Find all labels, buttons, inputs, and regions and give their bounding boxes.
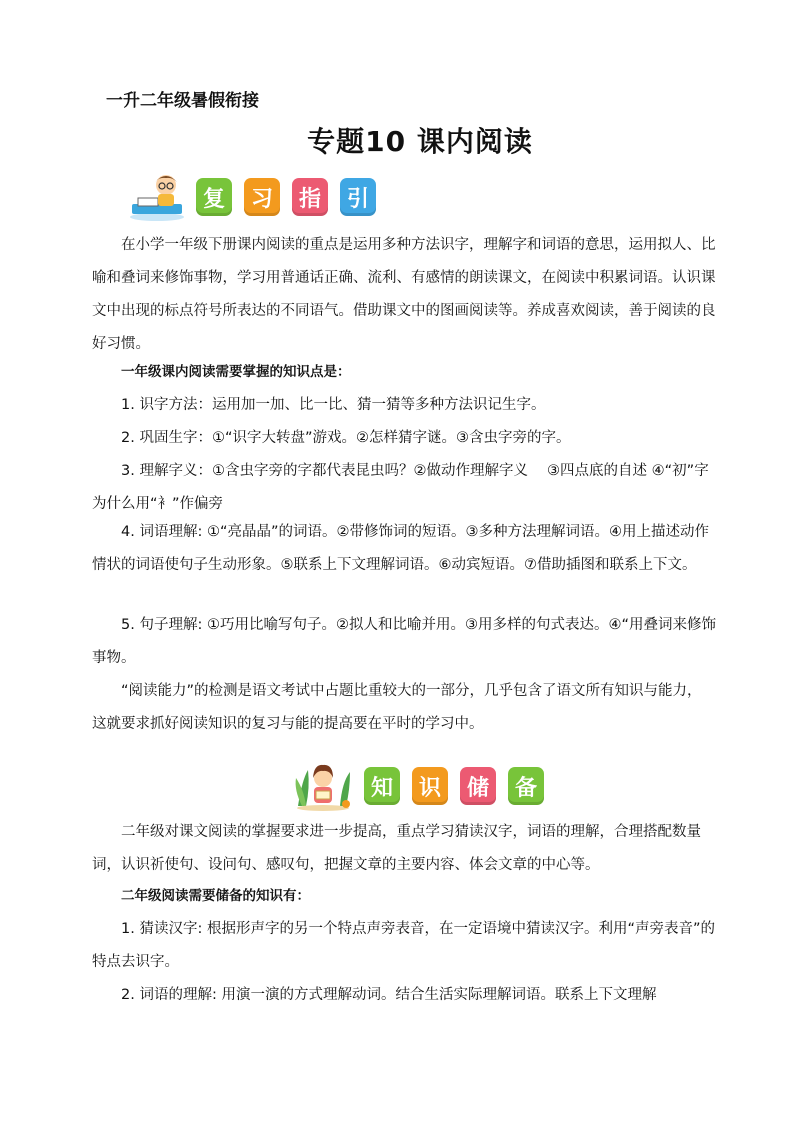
banner-char-3: 指 [292, 178, 328, 216]
item-label: 1. 识字方法： [121, 397, 212, 413]
item-text: 运用加一加、比一比、猜一猜等多种方法识记生字。 [211, 397, 546, 413]
item-label: 1. 猜读汉字: [121, 921, 203, 937]
item-text: 用演一演的方式理解动词。结合生活实际理解词语。联系上下文理解 [216, 987, 657, 1003]
item-label: 4. 词语理解: [121, 524, 203, 540]
section1-item-1 [92, 389, 716, 422]
section1-item-5 [92, 609, 716, 675]
section2-item-1 [92, 913, 716, 979]
item-label: 5. 句子理解: [121, 617, 203, 633]
item-label: 2. 巩固生字： [121, 430, 212, 446]
section1-item-2 [92, 422, 716, 455]
item-text: ①含虫字旁的字都代表昆虫吗？②做动作理解字义 ③四点底的自述 ④“初”字为什么用“衤”作偏旁 [92, 463, 709, 512]
section-banner-knowledge [292, 760, 544, 812]
section1-subheading: 一年级课内阅读需要掌握的知识点是： [121, 364, 351, 380]
item-text: 根据形声字的另一个特点声旁表音，在一定语境中猜读汉字。利用“声旁表音”的特点去识字。 [92, 921, 715, 970]
girl-reading-plants-icon [292, 760, 354, 812]
banner-char-3: 储 [460, 767, 496, 805]
banner-char-1: 复 [196, 178, 232, 216]
section2-subheading: 二年级阅读需要储备的知识有： [121, 888, 310, 904]
item-text: ①巧用比喻写句子。②拟人和比喻并用。③用多样的句式表达。④“用叠词来修饰事物。 [92, 617, 716, 666]
section1-closing: “阅读能力”的检测是语文考试中占题比重较大的一部分，几乎包含了语文所有知识与能力，这就要求抓好阅读知识的复习与能的提高要在平时的学习中。 [92, 683, 702, 732]
student-reading-icon [128, 172, 186, 222]
section-banner-review [128, 172, 376, 222]
item-label: 2. 词语的理解: [121, 987, 217, 1003]
banner-char-2: 习 [244, 178, 280, 216]
section2-item-2 [92, 979, 716, 1012]
section1-item-4 [92, 516, 716, 582]
grade-header: 一升二年级暑假衔接 [106, 91, 259, 111]
section1-item-3 [92, 455, 716, 521]
banner-char-1: 知 [364, 767, 400, 805]
page-title: 专题10 课内阅读 [307, 125, 533, 158]
item-text: ①“亮晶晶”的词语。②带修饰词的短语。③多种方法理解词语。④用上描述动作情状的词语使句子生动形象。⑤联系上下文理解词语。⑥动宾短语。⑦借助插图和联系上下文。 [92, 524, 709, 573]
banner-char-2: 识 [412, 767, 448, 805]
section1-intro: 在小学一年级下册课内阅读的重点是运用多种方法识字，理解字和词语的意思，运用拟人、比喻和叠词来修饰事物，学习用普通话正确、流利、有感情的朗读课文，在阅读中积累词语。认识课文中出现的标点符号所表达的不同语气。借助课文中的图画阅读等。养成喜欢阅读，善于阅读的良好习惯。 [92, 237, 716, 352]
banner-char-4: 引 [340, 178, 376, 216]
section2-intro: 二年级对课文阅读的掌握要求进一步提高，重点学习猜读汉字，词语的理解，合理搭配数量词，认识祈使句、设问句、感叹句，把握文章的主要内容、体会文章的中心等。 [92, 824, 701, 873]
banner-char-4: 备 [508, 767, 544, 805]
item-text: ①“识字大转盘”游戏。②怎样猜字谜。③含虫字旁的字。 [211, 430, 571, 446]
item-label: 3. 理解字义： [121, 463, 212, 479]
